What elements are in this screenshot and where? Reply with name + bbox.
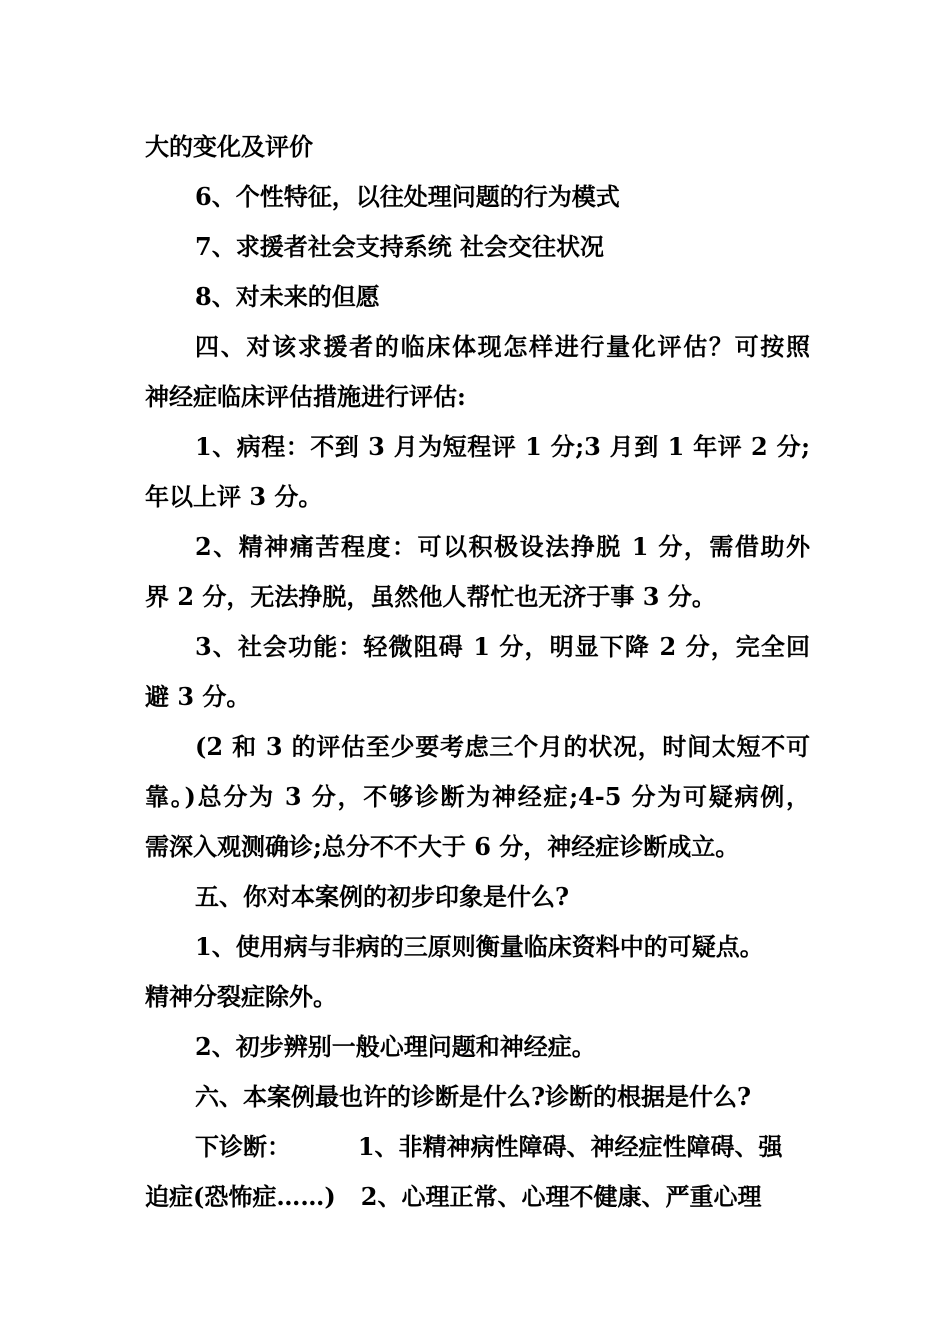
text-line: 8、对未来的但愿 <box>195 282 380 311</box>
text-line: 7、求援者社会支持系统 社会交往状况 <box>195 232 605 261</box>
text-line: 精神分裂症除外。 <box>145 982 337 1011</box>
text-line: 年以上评 3 分。 <box>145 482 323 511</box>
text-line: 下诊断： 1、非精神病性障碍、神经症性障碍、强 <box>195 1132 783 1161</box>
text-line: 需深入观测确诊;总分不不大于 6 分，神经症诊断成立。 <box>145 832 740 861</box>
text-line: 大的变化及评价 <box>145 132 313 161</box>
text-line: 五、你对本案例的初步印象是什么? <box>195 882 570 911</box>
text-line: 迫症(恐怖症……) 2、心理正常、心理不健康、严重心理 <box>145 1182 762 1211</box>
text-line: 避 3 分。 <box>145 682 251 711</box>
text-line: 6、个性特征，以往处理问题的行为模式 <box>195 182 620 211</box>
text-line: 2、精神痛苦程度：可以积极设法挣脱 1 分，需借助外 <box>195 532 810 561</box>
text-line: 界 2 分，无法挣脱，虽然他人帮忙也无济于事 3 分。 <box>145 582 716 611</box>
text-line: 1、病程：不到 3 月为短程评 1 分;3 月到 1 年评 2 分; <box>195 432 810 461</box>
text-line: 3、社会功能：轻微阻碍 1 分，明显下降 2 分，完全回 <box>195 632 810 661</box>
text-line: 靠。)总分为 3 分，不够诊断为神经症;4-5 分为可疑病例， <box>145 782 810 811</box>
text-line: 2、初步辨别一般心理问题和神经症。 <box>195 1032 596 1061</box>
text-line: 六、本案例最也许的诊断是什么?诊断的根据是什么? <box>195 1082 752 1111</box>
text-line: 神经症临床评估措施进行评估: <box>145 382 466 411</box>
text-line: (2 和 3 的评估至少要考虑三个月的状况，时间太短不可 <box>195 732 810 761</box>
text-line: 1、使用病与非病的三原则衡量临床资料中的可疑点。 <box>195 932 764 961</box>
text-line: 四、对该求援者的临床体现怎样进行量化评估？可按照 <box>195 332 810 361</box>
document-body <box>145 122 810 1222</box>
